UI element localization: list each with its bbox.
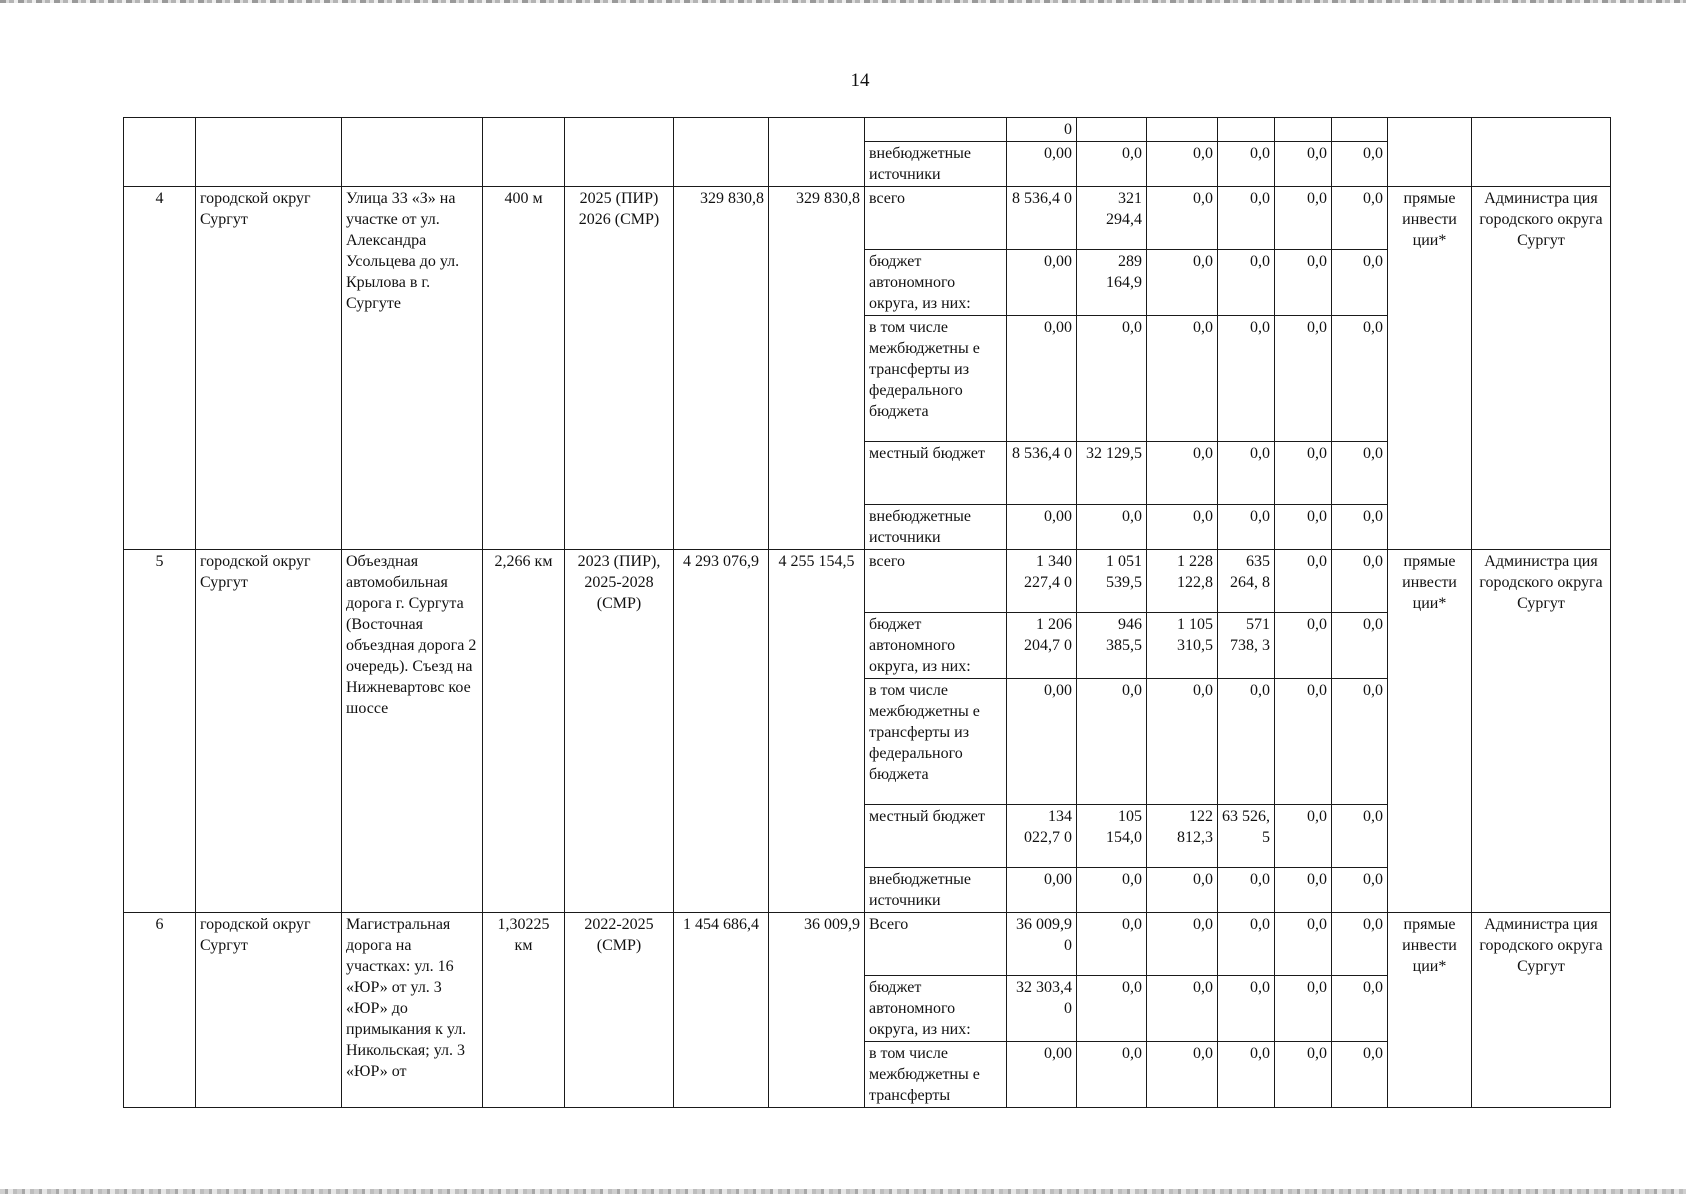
remaining-cost-cell: 4 255 154,5 xyxy=(769,550,865,913)
amount-cell: 122 812,3 xyxy=(1147,805,1218,868)
amount-cell: 0,0 xyxy=(1077,505,1147,550)
carry-cell xyxy=(124,118,196,187)
amount-cell: 0,0 xyxy=(1275,187,1332,250)
carry-cell xyxy=(1077,118,1147,142)
amount-cell: 1 340 227,4 0 xyxy=(1007,550,1077,613)
period-cell: 2025 (ПИР) 2026 (СМР) xyxy=(565,187,674,550)
carry-cell xyxy=(196,118,342,187)
amount-cell: 32 129,5 xyxy=(1077,442,1147,505)
capacity-cell: 400 м xyxy=(483,187,565,550)
amount-cell: 1 206 204,7 0 xyxy=(1007,613,1077,679)
scan-edge-top xyxy=(0,0,1686,3)
amount-cell: 635 264, 8 xyxy=(1218,550,1275,613)
amount-cell: 0,0 xyxy=(1147,868,1218,913)
amount-cell: 0,0 xyxy=(1218,868,1275,913)
amount-cell: 0,0 xyxy=(1218,679,1275,805)
source-label: в том числе межбюджетны е трансферты из федерального бюджета xyxy=(865,679,1007,805)
amount-cell: 1 051 539,5 xyxy=(1077,550,1147,613)
page-number: 14 xyxy=(850,70,870,91)
amount-cell: 0,00 xyxy=(1007,250,1077,316)
capacity-cell: 2,266 км xyxy=(483,550,565,913)
cost-cell: 329 830,8 xyxy=(674,187,769,550)
amount-cell: 0,0 xyxy=(1218,142,1275,187)
investment-form-cell: прямые инвести ции* xyxy=(1388,913,1472,1108)
source-label: в том числе межбюджетны е трансферты xyxy=(865,1042,1007,1108)
amount-cell: 0,0 xyxy=(1275,142,1332,187)
carry-cell xyxy=(1332,118,1388,142)
source-label: внебюджетные источники xyxy=(865,142,1007,187)
amount-cell: 0,0 xyxy=(1332,187,1388,250)
carry-cell xyxy=(865,118,1007,142)
amount-cell: 0,0 xyxy=(1275,868,1332,913)
amount-cell: 0,0 xyxy=(1218,913,1275,976)
amount-cell: 0,0 xyxy=(1332,805,1388,868)
table-row xyxy=(124,913,1611,976)
amount-cell: 105 154,0 xyxy=(1077,805,1147,868)
investment-form-cell: прямые инвести ции* xyxy=(1388,550,1472,913)
amount-cell: 0,0 xyxy=(1077,316,1147,442)
amount-cell: 289 164,9 xyxy=(1077,250,1147,316)
amount-cell: 0,0 xyxy=(1147,442,1218,505)
source-label: бюджет автономного округа, из них: xyxy=(865,613,1007,679)
scan-edge-bottom xyxy=(0,1189,1686,1194)
amount-cell: 0,0 xyxy=(1147,1042,1218,1108)
amount-cell: 0,0 xyxy=(1332,679,1388,805)
source-label: местный бюджет xyxy=(865,805,1007,868)
amount-cell: 0,0 xyxy=(1275,805,1332,868)
table-row xyxy=(124,187,1611,250)
remaining-cost-cell: 329 830,8 xyxy=(769,187,865,550)
amount-cell: 8 536,4 0 xyxy=(1007,442,1077,505)
carry-total-tail: 0 xyxy=(1007,118,1077,142)
amount-cell: 571 738, 3 xyxy=(1218,613,1275,679)
source-label: всего xyxy=(865,550,1007,613)
object-cell: Магистральная дорога на участках: ул. 16 «ЮР» от ул. 3 «ЮР» до примыкания к ул. Никольская; ул. 3 «ЮР» от xyxy=(342,913,483,1108)
carry-cell xyxy=(674,118,769,187)
amount-cell: 0,0 xyxy=(1218,1042,1275,1108)
source-label: бюджет автономного округа, из них: xyxy=(865,976,1007,1042)
amount-cell: 0,0 xyxy=(1218,250,1275,316)
investment-form-cell: прямые инвести ции* xyxy=(1388,187,1472,550)
row-number: 4 xyxy=(124,187,196,550)
carry-cell xyxy=(1388,118,1472,187)
amount-cell: 1 105 310,5 xyxy=(1147,613,1218,679)
amount-cell: 0,00 xyxy=(1007,679,1077,805)
amount-cell: 0,0 xyxy=(1275,613,1332,679)
period-cell: 2022-2025 (СМР) xyxy=(565,913,674,1108)
amount-cell: 0,0 xyxy=(1332,976,1388,1042)
cost-cell: 4 293 076,9 xyxy=(674,550,769,913)
amount-cell: 0,0 xyxy=(1332,868,1388,913)
amount-cell: 321 294,4 xyxy=(1077,187,1147,250)
amount-cell: 0,0 xyxy=(1147,187,1218,250)
amount-cell: 0,0 xyxy=(1218,442,1275,505)
capacity-cell: 1,30225 км xyxy=(483,913,565,1108)
amount-cell: 0,0 xyxy=(1275,913,1332,976)
amount-cell: 0,0 xyxy=(1147,913,1218,976)
amount-cell: 0,00 xyxy=(1007,1042,1077,1108)
amount-cell: 0,0 xyxy=(1147,679,1218,805)
source-label: бюджет автономного округа, из них: xyxy=(865,250,1007,316)
amount-cell: 0,0 xyxy=(1218,505,1275,550)
amount-cell: 134 022,7 0 xyxy=(1007,805,1077,868)
object-cell: Объездная автомобильная дорога г. Сургута (Восточная объездная дорога 2 очередь). Съезд на Нижневартовс кое шоссе xyxy=(342,550,483,913)
amount-cell: 0,0 xyxy=(1332,316,1388,442)
amount-cell: 0,0 xyxy=(1147,316,1218,442)
amount-cell: 0,0 xyxy=(1218,976,1275,1042)
source-label: Всего xyxy=(865,913,1007,976)
customer-cell: Администра ция городского округа Сургут xyxy=(1472,187,1611,550)
amount-cell: 0,0 xyxy=(1275,550,1332,613)
amount-cell: 0,0 xyxy=(1332,505,1388,550)
amount-cell: 0,0 xyxy=(1275,679,1332,805)
source-label: внебюджетные источники xyxy=(865,868,1007,913)
amount-cell: 36 009,9 0 xyxy=(1007,913,1077,976)
source-label: внебюджетные источники xyxy=(865,505,1007,550)
table-row xyxy=(124,550,1611,613)
amount-cell: 0,0 xyxy=(1332,550,1388,613)
territory-cell: городской округ Сургут xyxy=(196,550,342,913)
source-label: в том числе межбюджетны е трансферты из федерального бюджета xyxy=(865,316,1007,442)
amount-cell: 0,0 xyxy=(1275,505,1332,550)
amount-cell: 0,0 xyxy=(1077,1042,1147,1108)
customer-cell: Администра ция городского округа Сургут xyxy=(1472,913,1611,1108)
remaining-cost-cell: 36 009,9 xyxy=(769,913,865,1108)
amount-cell: 0,0 xyxy=(1147,976,1218,1042)
amount-cell: 0,0 xyxy=(1077,913,1147,976)
customer-cell: Администра ция городского округа Сургут xyxy=(1472,550,1611,913)
period-cell: 2023 (ПИР), 2025-2028 (СМР) xyxy=(565,550,674,913)
amount-cell: 0,0 xyxy=(1275,442,1332,505)
territory-cell: городской округ Сургут xyxy=(196,187,342,550)
amount-cell: 0,0 xyxy=(1275,316,1332,442)
amount-cell: 0,0 xyxy=(1275,976,1332,1042)
table-row xyxy=(124,118,1611,142)
amount-cell: 0,0 xyxy=(1077,679,1147,805)
amount-cell: 0,00 xyxy=(1007,142,1077,187)
amount-cell: 0,0 xyxy=(1077,976,1147,1042)
amount-cell: 8 536,4 0 xyxy=(1007,187,1077,250)
amount-cell: 0,0 xyxy=(1332,913,1388,976)
source-label: местный бюджет xyxy=(865,442,1007,505)
row-number: 5 xyxy=(124,550,196,913)
amount-cell: 0,00 xyxy=(1007,505,1077,550)
amount-cell: 0,0 xyxy=(1147,505,1218,550)
amount-cell: 0,0 xyxy=(1332,613,1388,679)
amount-cell: 0,0 xyxy=(1332,1042,1388,1108)
carry-cell xyxy=(1472,118,1611,187)
carry-cell xyxy=(565,118,674,187)
carry-cell xyxy=(1147,118,1218,142)
source-label: всего xyxy=(865,187,1007,250)
carry-cell xyxy=(1275,118,1332,142)
carry-cell xyxy=(1218,118,1275,142)
territory-cell: городской округ Сургут xyxy=(196,913,342,1108)
amount-cell: 63 526, 5 xyxy=(1218,805,1275,868)
amount-cell: 0,00 xyxy=(1007,868,1077,913)
amount-cell: 0,0 xyxy=(1218,316,1275,442)
amount-cell: 946 385,5 xyxy=(1077,613,1147,679)
amount-cell: 1 228 122,8 xyxy=(1147,550,1218,613)
investment-table xyxy=(123,117,1611,1108)
carry-cell xyxy=(769,118,865,187)
amount-cell: 0,0 xyxy=(1077,868,1147,913)
amount-cell: 0,0 xyxy=(1147,250,1218,316)
cost-cell: 1 454 686,4 xyxy=(674,913,769,1108)
amount-cell: 0,0 xyxy=(1077,142,1147,187)
row-number: 6 xyxy=(124,913,196,1108)
amount-cell: 0,0 xyxy=(1332,250,1388,316)
amount-cell: 0,00 xyxy=(1007,316,1077,442)
carry-cell xyxy=(342,118,483,187)
amount-cell: 0,0 xyxy=(1218,187,1275,250)
amount-cell: 0,0 xyxy=(1147,142,1218,187)
amount-cell: 0,0 xyxy=(1275,250,1332,316)
amount-cell: 0,0 xyxy=(1275,1042,1332,1108)
carry-cell xyxy=(483,118,565,187)
amount-cell: 32 303,4 0 xyxy=(1007,976,1077,1042)
object-cell: Улица 33 «З» на участке от ул. Александра Усольцева до ул. Крылова в г. Сургуте xyxy=(342,187,483,550)
amount-cell: 0,0 xyxy=(1332,442,1388,505)
amount-cell: 0,0 xyxy=(1332,142,1388,187)
